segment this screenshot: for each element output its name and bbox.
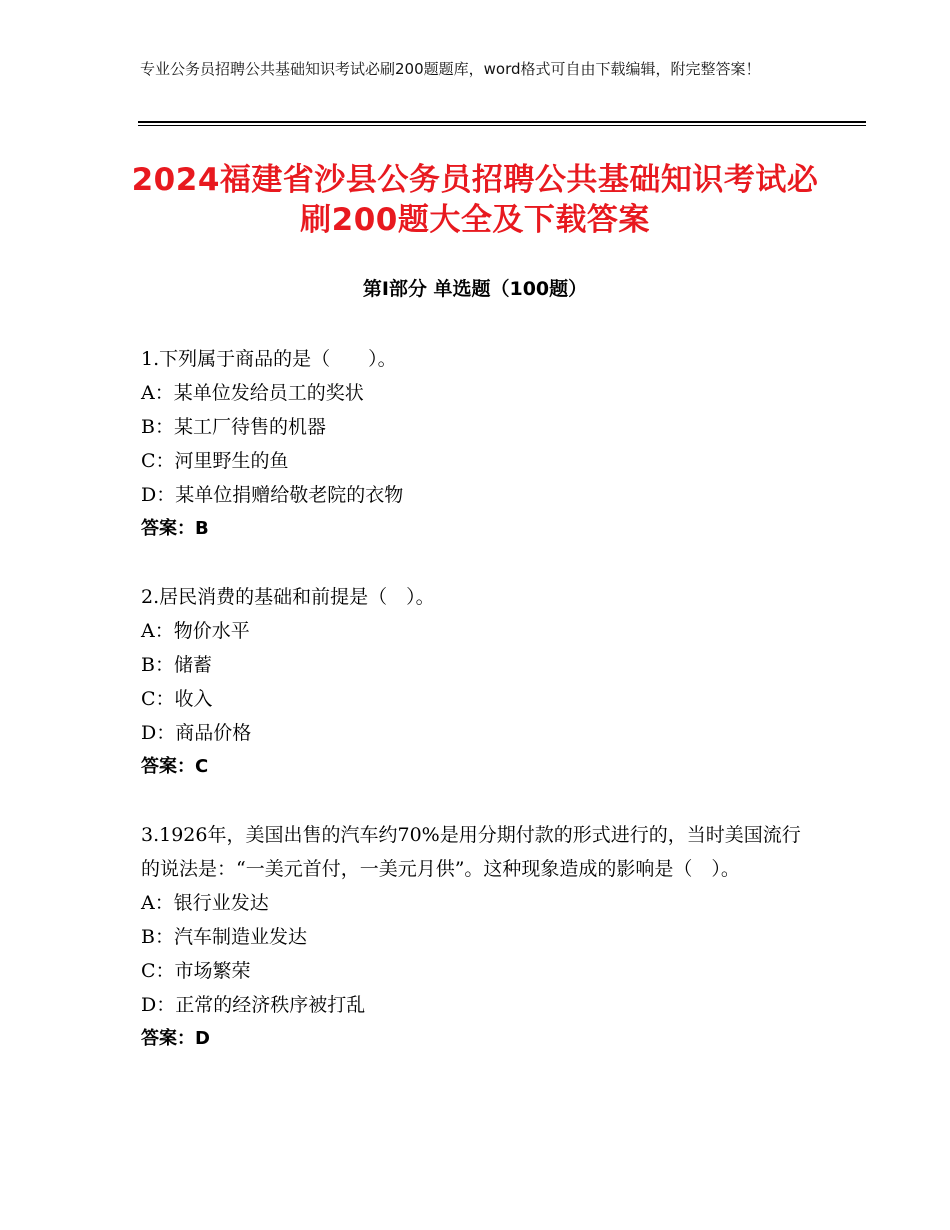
option-b: B：某工厂待售的机器 — [141, 416, 326, 438]
option-a: A：银行业发达 — [141, 892, 269, 914]
option-a: A：某单位发给员工的奖状 — [141, 382, 364, 404]
answer: 答案：C — [141, 756, 209, 777]
option-c: C：收入 — [141, 688, 213, 710]
option-a: A：物价水平 — [141, 620, 250, 642]
question-3 — [141, 818, 811, 1056]
answer: 答案：D — [141, 1028, 210, 1049]
option-c: C：河里野生的鱼 — [141, 450, 289, 472]
section-title: 第Ⅰ部分 单选题（100题） — [362, 278, 588, 300]
question-2 — [141, 580, 811, 784]
option-b: B：汽车制造业发达 — [141, 926, 307, 948]
header-note: 专业公务员招聘公共基础知识考试必刷200题题库，word格式可自由下载编辑，附完整答案！ — [140, 60, 761, 78]
question-stem: 1.下列属于商品的是（ ）。 — [141, 348, 397, 370]
question-stem: 3.1926年，美国出售的汽车约70%是用分期付款的形式进行的，当时美国流行的说法是：“一美元首付，一美元月供”。这种现象造成的影响是（ ）。 — [141, 824, 801, 880]
option-c: C：市场繁荣 — [141, 960, 251, 982]
question-list — [141, 342, 811, 1090]
question-1 — [141, 342, 811, 546]
question-stem: 2.居民消费的基础和前提是（ ）。 — [141, 586, 435, 608]
header-rule-thick — [138, 121, 866, 123]
option-d: D：某单位捐赠给敬老院的衣物 — [141, 484, 404, 506]
option-d: D：正常的经济秩序被打乱 — [141, 994, 366, 1016]
document-title: 2024福建省沙县公务员招聘公共基础知识考试必刷200题大全及下载答案 — [131, 162, 819, 238]
option-b: B：储蓄 — [141, 654, 212, 676]
option-d: D：商品价格 — [141, 722, 252, 744]
answer: 答案：B — [141, 518, 209, 539]
header-rule-thin — [138, 125, 866, 126]
